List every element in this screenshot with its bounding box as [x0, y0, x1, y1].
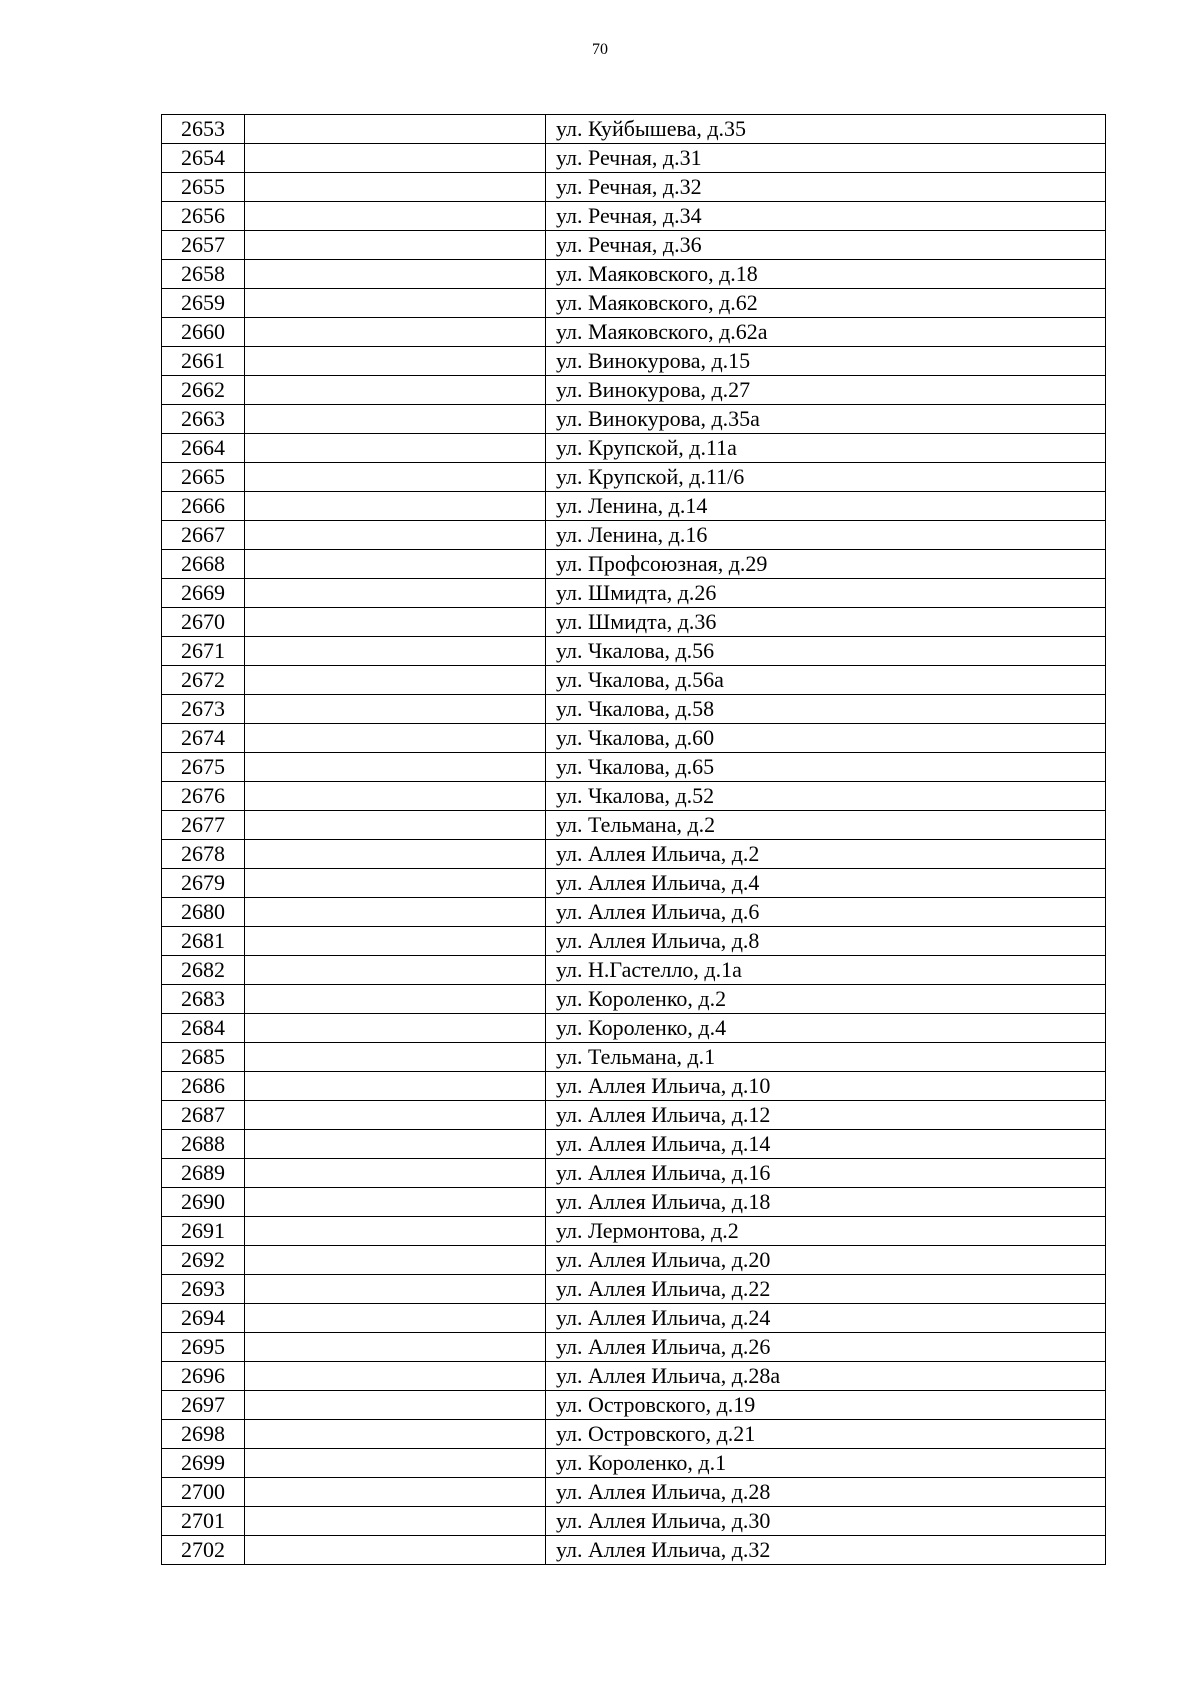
- address-cell: ул. Чкалова, д.65: [546, 753, 1106, 782]
- table-row: [162, 1014, 1106, 1043]
- table-row: [162, 840, 1106, 869]
- empty-cell: [245, 1478, 546, 1507]
- empty-cell: [245, 1391, 546, 1420]
- row-number: 2655: [162, 173, 245, 202]
- table-row: [162, 521, 1106, 550]
- address-cell: ул. Аллея Ильича, д.12: [546, 1101, 1106, 1130]
- table-row: [162, 753, 1106, 782]
- table-row: [162, 550, 1106, 579]
- row-number: 2676: [162, 782, 245, 811]
- empty-cell: [245, 898, 546, 927]
- table-row: [162, 1304, 1106, 1333]
- empty-cell: [245, 144, 546, 173]
- empty-cell: [245, 811, 546, 840]
- table-row: [162, 869, 1106, 898]
- row-number: 2681: [162, 927, 245, 956]
- address-cell: ул. Аллея Ильича, д.8: [546, 927, 1106, 956]
- empty-cell: [245, 1014, 546, 1043]
- empty-cell: [245, 637, 546, 666]
- address-cell: ул. Аллея Ильича, д.16: [546, 1159, 1106, 1188]
- table-row: [162, 1391, 1106, 1420]
- empty-cell: [245, 289, 546, 318]
- empty-cell: [245, 405, 546, 434]
- empty-cell: [245, 1362, 546, 1391]
- address-cell: ул. Речная, д.31: [546, 144, 1106, 173]
- address-cell: ул. Маяковского, д.18: [546, 260, 1106, 289]
- empty-cell: [245, 1188, 546, 1217]
- empty-cell: [245, 492, 546, 521]
- empty-cell: [245, 1507, 546, 1536]
- table-row: [162, 405, 1106, 434]
- table-row: [162, 956, 1106, 985]
- empty-cell: [245, 956, 546, 985]
- address-cell: ул. Ленина, д.16: [546, 521, 1106, 550]
- empty-cell: [245, 202, 546, 231]
- table-row: [162, 1362, 1106, 1391]
- address-cell: ул. Аллея Ильича, д.14: [546, 1130, 1106, 1159]
- address-cell: ул. Куйбышева, д.35: [546, 115, 1106, 144]
- row-number: 2702: [162, 1536, 245, 1565]
- empty-cell: [245, 1043, 546, 1072]
- row-number: 2678: [162, 840, 245, 869]
- empty-cell: [245, 434, 546, 463]
- row-number: 2657: [162, 231, 245, 260]
- table-row: [162, 985, 1106, 1014]
- row-number: 2654: [162, 144, 245, 173]
- empty-cell: [245, 666, 546, 695]
- empty-cell: [245, 260, 546, 289]
- row-number: 2688: [162, 1130, 245, 1159]
- table-row: [162, 608, 1106, 637]
- empty-cell: [245, 318, 546, 347]
- row-number: 2671: [162, 637, 245, 666]
- empty-cell: [245, 840, 546, 869]
- row-number: 2667: [162, 521, 245, 550]
- table-row: [162, 144, 1106, 173]
- table-row: [162, 1333, 1106, 1362]
- row-number: 2696: [162, 1362, 245, 1391]
- address-cell: ул. Профсоюзная, д.29: [546, 550, 1106, 579]
- address-cell: ул. Винокурова, д.35а: [546, 405, 1106, 434]
- address-cell: ул. Речная, д.34: [546, 202, 1106, 231]
- address-cell: ул. Крупской, д.11а: [546, 434, 1106, 463]
- row-number: 2670: [162, 608, 245, 637]
- table-row: [162, 173, 1106, 202]
- address-cell: ул. Речная, д.36: [546, 231, 1106, 260]
- empty-cell: [245, 1101, 546, 1130]
- table-row: [162, 1449, 1106, 1478]
- empty-cell: [245, 1159, 546, 1188]
- row-number: 2662: [162, 376, 245, 405]
- empty-cell: [245, 376, 546, 405]
- address-cell: ул. Винокурова, д.15: [546, 347, 1106, 376]
- row-number: 2672: [162, 666, 245, 695]
- address-cell: ул. Аллея Ильича, д.26: [546, 1333, 1106, 1362]
- table-row: [162, 666, 1106, 695]
- table-row: [162, 1072, 1106, 1101]
- empty-cell: [245, 1536, 546, 1565]
- address-cell: ул. Аллея Ильича, д.22: [546, 1275, 1106, 1304]
- empty-cell: [245, 347, 546, 376]
- address-cell: ул. Чкалова, д.52: [546, 782, 1106, 811]
- address-cell: ул. Аллея Ильича, д.30: [546, 1507, 1106, 1536]
- table-row: [162, 492, 1106, 521]
- empty-cell: [245, 173, 546, 202]
- row-number: 2699: [162, 1449, 245, 1478]
- empty-cell: [245, 1130, 546, 1159]
- table-row: [162, 376, 1106, 405]
- row-number: 2661: [162, 347, 245, 376]
- row-number: 2692: [162, 1246, 245, 1275]
- address-cell: ул. Винокурова, д.27: [546, 376, 1106, 405]
- row-number: 2674: [162, 724, 245, 753]
- row-number: 2686: [162, 1072, 245, 1101]
- empty-cell: [245, 753, 546, 782]
- row-number: 2684: [162, 1014, 245, 1043]
- table-row: [162, 347, 1106, 376]
- address-cell: ул. Короленко, д.1: [546, 1449, 1106, 1478]
- table-row: [162, 202, 1106, 231]
- row-number: 2690: [162, 1188, 245, 1217]
- address-table: [161, 114, 1106, 1565]
- empty-cell: [245, 550, 546, 579]
- address-cell: ул. Аллея Ильича, д.10: [546, 1072, 1106, 1101]
- address-cell: ул. Короленко, д.4: [546, 1014, 1106, 1043]
- empty-cell: [245, 695, 546, 724]
- table-row: [162, 1101, 1106, 1130]
- empty-cell: [245, 463, 546, 492]
- row-number: 2700: [162, 1478, 245, 1507]
- row-number: 2687: [162, 1101, 245, 1130]
- address-cell: ул. Аллея Ильича, д.4: [546, 869, 1106, 898]
- row-number: 2682: [162, 956, 245, 985]
- row-number: 2698: [162, 1420, 245, 1449]
- address-cell: ул. Маяковского, д.62: [546, 289, 1106, 318]
- empty-cell: [245, 724, 546, 753]
- address-cell: ул. Аллея Ильича, д.2: [546, 840, 1106, 869]
- table-row: [162, 1188, 1106, 1217]
- address-cell: ул. Аллея Ильича, д.32: [546, 1536, 1106, 1565]
- row-number: 2689: [162, 1159, 245, 1188]
- empty-cell: [245, 115, 546, 144]
- row-number: 2685: [162, 1043, 245, 1072]
- address-cell: ул. Маяковского, д.62а: [546, 318, 1106, 347]
- address-cell: ул. Аллея Ильича, д.20: [546, 1246, 1106, 1275]
- address-cell: ул. Лермонтова, д.2: [546, 1217, 1106, 1246]
- table-row: [162, 1130, 1106, 1159]
- address-cell: ул. Чкалова, д.56: [546, 637, 1106, 666]
- row-number: 2666: [162, 492, 245, 521]
- page-number: 70: [592, 41, 608, 58]
- table-row: [162, 1478, 1106, 1507]
- empty-cell: [245, 869, 546, 898]
- address-cell: ул. Аллея Ильича, д.28а: [546, 1362, 1106, 1391]
- empty-cell: [245, 579, 546, 608]
- row-number: 2683: [162, 985, 245, 1014]
- address-cell: ул. Тельмана, д.1: [546, 1043, 1106, 1072]
- table-row: [162, 1507, 1106, 1536]
- table-row: [162, 434, 1106, 463]
- empty-cell: [245, 782, 546, 811]
- address-table-body: [162, 115, 1106, 1565]
- table-row: [162, 811, 1106, 840]
- row-number: 2664: [162, 434, 245, 463]
- empty-cell: [245, 608, 546, 637]
- row-number: 2679: [162, 869, 245, 898]
- table-row: [162, 1043, 1106, 1072]
- address-cell: ул. Аллея Ильича, д.18: [546, 1188, 1106, 1217]
- table-row: [162, 898, 1106, 927]
- address-cell: ул. Чкалова, д.60: [546, 724, 1106, 753]
- row-number: 2668: [162, 550, 245, 579]
- address-cell: ул. Островского, д.21: [546, 1420, 1106, 1449]
- address-cell: ул. Шмидта, д.26: [546, 579, 1106, 608]
- empty-cell: [245, 231, 546, 260]
- address-cell: ул. Аллея Ильича, д.6: [546, 898, 1106, 927]
- row-number: 2673: [162, 695, 245, 724]
- row-number: 2656: [162, 202, 245, 231]
- empty-cell: [245, 1420, 546, 1449]
- row-number: 2659: [162, 289, 245, 318]
- address-cell: ул. Аллея Ильича, д.28: [546, 1478, 1106, 1507]
- table-row: [162, 1217, 1106, 1246]
- row-number: 2665: [162, 463, 245, 492]
- address-cell: ул. Короленко, д.2: [546, 985, 1106, 1014]
- table-row: [162, 1246, 1106, 1275]
- row-number: 2675: [162, 753, 245, 782]
- empty-cell: [245, 521, 546, 550]
- address-cell: ул. Островского, д.19: [546, 1391, 1106, 1420]
- table-row: [162, 695, 1106, 724]
- table-row: [162, 231, 1106, 260]
- address-cell: ул. Шмидта, д.36: [546, 608, 1106, 637]
- empty-cell: [245, 927, 546, 956]
- address-cell: ул. Крупской, д.11/6: [546, 463, 1106, 492]
- table-row: [162, 115, 1106, 144]
- empty-cell: [245, 1449, 546, 1478]
- address-cell: ул. Ленина, д.14: [546, 492, 1106, 521]
- empty-cell: [245, 1333, 546, 1362]
- table-row: [162, 260, 1106, 289]
- table-row: [162, 1420, 1106, 1449]
- row-number: 2691: [162, 1217, 245, 1246]
- table-row: [162, 579, 1106, 608]
- table-row: [162, 1536, 1106, 1565]
- row-number: 2660: [162, 318, 245, 347]
- table-row: [162, 637, 1106, 666]
- row-number: 2658: [162, 260, 245, 289]
- empty-cell: [245, 1304, 546, 1333]
- row-number: 2669: [162, 579, 245, 608]
- row-number: 2653: [162, 115, 245, 144]
- table-row: [162, 318, 1106, 347]
- address-cell: ул. Н.Гастелло, д.1а: [546, 956, 1106, 985]
- row-number: 2680: [162, 898, 245, 927]
- row-number: 2663: [162, 405, 245, 434]
- table-row: [162, 782, 1106, 811]
- empty-cell: [245, 1217, 546, 1246]
- table-row: [162, 927, 1106, 956]
- row-number: 2694: [162, 1304, 245, 1333]
- address-cell: ул. Чкалова, д.58: [546, 695, 1106, 724]
- empty-cell: [245, 985, 546, 1014]
- table-row: [162, 1275, 1106, 1304]
- empty-cell: [245, 1246, 546, 1275]
- address-cell: ул. Аллея Ильича, д.24: [546, 1304, 1106, 1333]
- row-number: 2677: [162, 811, 245, 840]
- row-number: 2697: [162, 1391, 245, 1420]
- table-row: [162, 289, 1106, 318]
- table-row: [162, 724, 1106, 753]
- address-cell: ул. Чкалова, д.56а: [546, 666, 1106, 695]
- row-number: 2693: [162, 1275, 245, 1304]
- row-number: 2701: [162, 1507, 245, 1536]
- row-number: 2695: [162, 1333, 245, 1362]
- table-row: [162, 463, 1106, 492]
- empty-cell: [245, 1072, 546, 1101]
- table-row: [162, 1159, 1106, 1188]
- empty-cell: [245, 1275, 546, 1304]
- address-cell: ул. Речная, д.32: [546, 173, 1106, 202]
- address-cell: ул. Тельмана, д.2: [546, 811, 1106, 840]
